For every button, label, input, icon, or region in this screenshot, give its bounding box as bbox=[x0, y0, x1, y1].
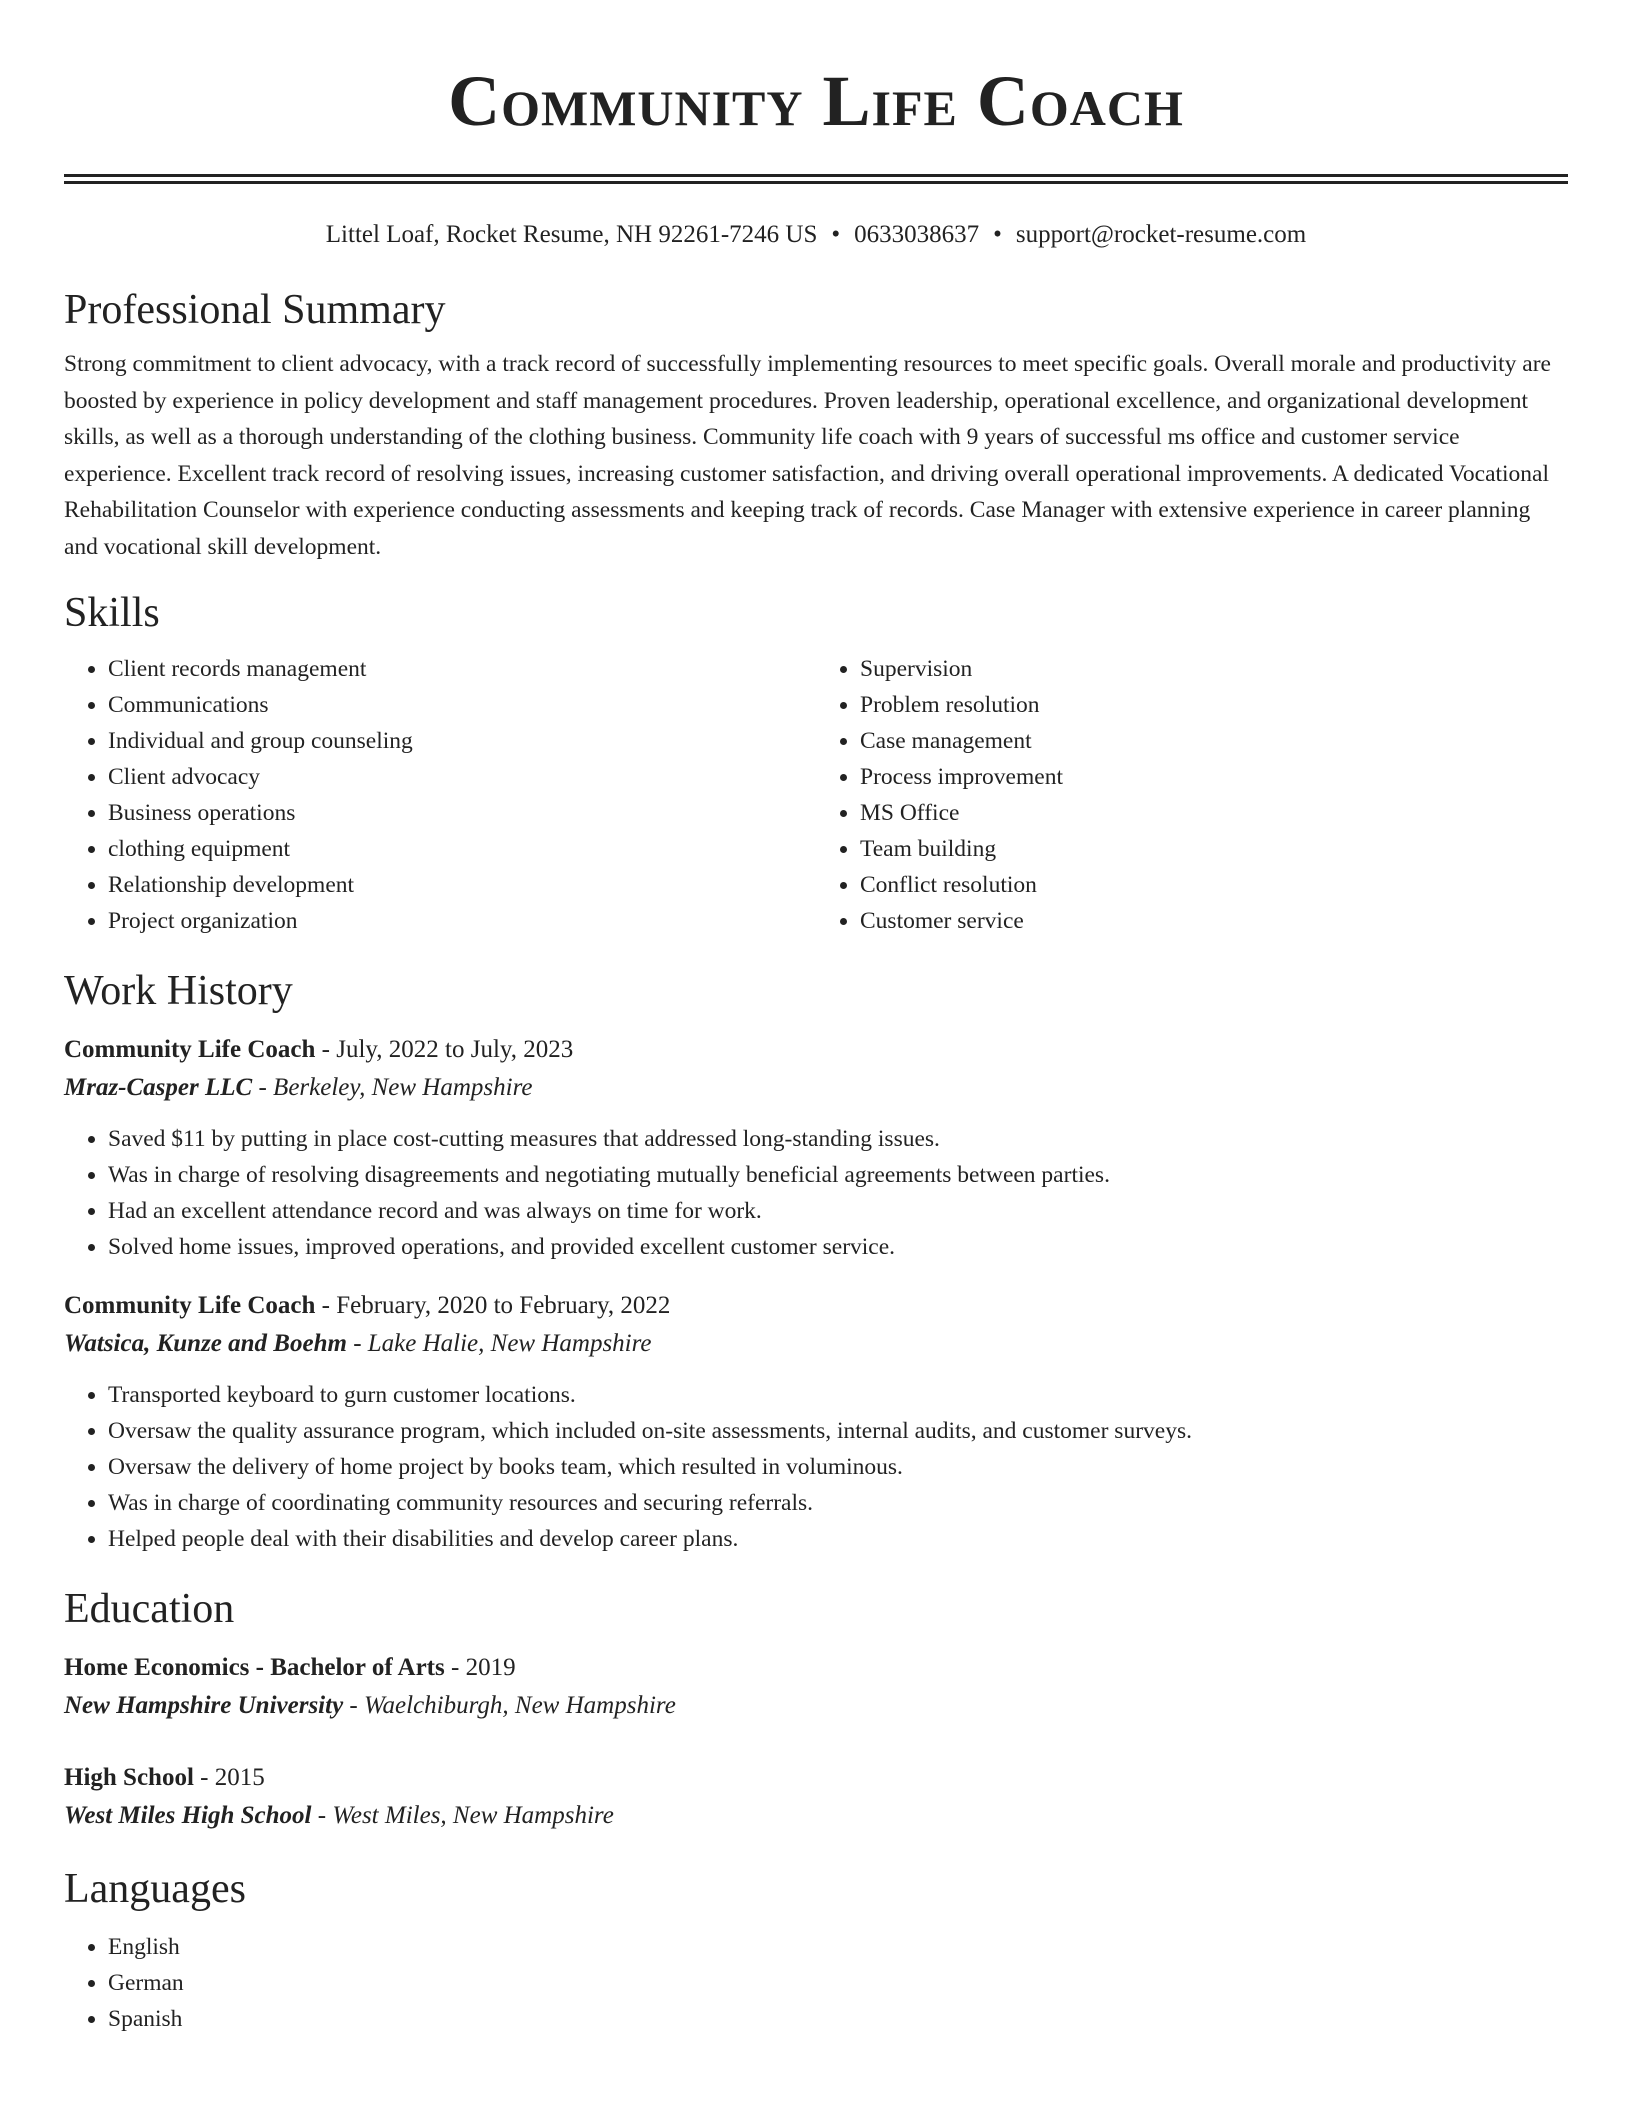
resume-name-title: Community Life Coach bbox=[448, 61, 1184, 141]
education-section bbox=[64, 1583, 1568, 1835]
skill-item: • MS Office bbox=[860, 795, 1568, 831]
education-heading: Education bbox=[64, 1586, 235, 1632]
contact-separator: • bbox=[831, 221, 841, 248]
job-title: Community Life Coach bbox=[64, 1292, 316, 1319]
education-year: 2019 bbox=[465, 1654, 516, 1681]
education-location: West Miles, New Hampshire bbox=[332, 1802, 614, 1829]
job-company-line bbox=[64, 1325, 1568, 1363]
dash: - bbox=[193, 1764, 215, 1791]
education-degree: Home Economics - Bachelor of Arts bbox=[64, 1654, 445, 1681]
languages-list bbox=[64, 1929, 1568, 2037]
language-item: • Spanish bbox=[108, 2001, 1568, 2037]
job-bullets bbox=[64, 1121, 1568, 1265]
skill-item: • clothing equipment bbox=[108, 831, 816, 867]
skill-item: • Conflict resolution bbox=[860, 867, 1568, 903]
skill-item: • Team building bbox=[860, 831, 1568, 867]
education-school: New Hampshire University bbox=[64, 1692, 344, 1719]
languages-heading: Languages bbox=[64, 1866, 246, 1912]
job-location: Lake Halie, New Hampshire bbox=[367, 1330, 652, 1357]
dash: - bbox=[315, 1036, 337, 1063]
language-item: • German bbox=[108, 1965, 1568, 2001]
skill-item: • Process improvement bbox=[860, 759, 1568, 795]
dash: - bbox=[252, 1074, 274, 1101]
contact-email: support@rocket-resume.com bbox=[1015, 221, 1307, 248]
skill-item: • Business operations bbox=[108, 795, 816, 831]
education-school-line bbox=[64, 1687, 1568, 1725]
job-bullet: • Was in charge of coordinating community resources and securing referrals. bbox=[108, 1485, 1568, 1521]
job-company: Mraz-Casper LLC bbox=[64, 1074, 253, 1101]
skill-item: • Project organization bbox=[108, 903, 816, 939]
summary-text: Strong commitment to client advocacy, with a track record of successfully implementing resources to meet specific goals. Overall morale and productivity are boosted by experience in policy development and staff management procedures. Proven leadership, operational excellence, and organizational development skills, as well as a thorough understanding of the clothing business. Community life coach with 9 years of successful ms office and customer service experience. Excellent track record of resolving issues, increasing customer satisfaction, and driving overall operational improvements. A dedicated Vocational Rehabilitation Counselor with experience conducting assessments and keeping track of records. Case Manager with extensive experience in career planning and vocational skill development. bbox=[64, 351, 1551, 560]
skill-item: • Client advocacy bbox=[108, 759, 816, 795]
contact-phone: 0633038637 bbox=[854, 221, 980, 248]
education-degree: High School bbox=[64, 1764, 194, 1791]
job-dates: July, 2022 to July, 2023 bbox=[336, 1036, 574, 1063]
job-bullet: • Saved $11 by putting in place cost-cutting measures that addressed long-standing issues. bbox=[108, 1121, 1568, 1157]
job-bullet: • Transported keyboard to gurn customer locations. bbox=[108, 1377, 1568, 1413]
job-entry bbox=[64, 1287, 1568, 1557]
skill-item: • Case management bbox=[860, 723, 1568, 759]
job-bullet: • Helped people deal with their disabilities and develop career plans. bbox=[108, 1521, 1568, 1557]
dash: - bbox=[444, 1654, 466, 1681]
skill-item: • Problem resolution bbox=[860, 687, 1568, 723]
job-entry bbox=[64, 1031, 1568, 1265]
education-year: 2015 bbox=[214, 1764, 265, 1791]
skills-heading: Skills bbox=[64, 590, 160, 636]
job-bullets bbox=[64, 1377, 1568, 1557]
education-location: Waelchiburgh, New Hampshire bbox=[364, 1692, 676, 1719]
summary-heading: Professional Summary bbox=[64, 287, 446, 333]
job-bullet: • Had an excellent attendance record and was always on time for work. bbox=[108, 1193, 1568, 1229]
skill-item: • Communications bbox=[108, 687, 816, 723]
job-bullet: • Oversaw the quality assurance program, which included on-site assessments, internal audits, and customer surveys. bbox=[108, 1413, 1568, 1449]
work-history-section bbox=[64, 965, 1568, 1557]
skill-item: • Relationship development bbox=[108, 867, 816, 903]
job-location: Berkeley, New Hampshire bbox=[273, 1074, 533, 1101]
contact-separator: • bbox=[993, 221, 1002, 248]
education-school-line bbox=[64, 1797, 1568, 1835]
work-history-heading: Work History bbox=[64, 968, 293, 1014]
header-double-rule bbox=[64, 174, 1568, 184]
job-company-line bbox=[64, 1069, 1568, 1107]
dash: - bbox=[346, 1330, 368, 1357]
skills-section bbox=[64, 587, 1568, 939]
skill-item: • Client records management bbox=[108, 651, 816, 687]
job-title-line bbox=[64, 1031, 1568, 1069]
languages-section bbox=[64, 1863, 1568, 2037]
skills-list-left bbox=[64, 651, 816, 939]
dash: - bbox=[343, 1692, 364, 1719]
job-dates: February, 2020 to February, 2022 bbox=[336, 1292, 671, 1319]
contact-line bbox=[64, 218, 1568, 252]
skills-list-right bbox=[816, 651, 1568, 939]
education-school: West Miles High School bbox=[64, 1802, 312, 1829]
education-degree-line bbox=[64, 1649, 1568, 1687]
dash: - bbox=[315, 1292, 337, 1319]
language-item: • English bbox=[108, 1929, 1568, 1965]
skills-columns bbox=[64, 651, 1568, 939]
job-bullet: • Was in charge of resolving disagreements and negotiating mutually beneficial agreements between parties. bbox=[108, 1157, 1568, 1193]
job-title: Community Life Coach bbox=[64, 1036, 316, 1063]
summary-section bbox=[64, 284, 1568, 565]
contact-address: Littel Loaf, Rocket Resume, NH 92261-7246 US bbox=[325, 221, 818, 248]
skill-item: • Individual and group counseling bbox=[108, 723, 816, 759]
job-company: Watsica, Kunze and Boehm bbox=[64, 1330, 347, 1357]
education-entry bbox=[64, 1649, 1568, 1725]
education-degree-line bbox=[64, 1759, 1568, 1797]
skill-item: • Customer service bbox=[860, 903, 1568, 939]
education-entry bbox=[64, 1759, 1568, 1835]
job-title-line bbox=[64, 1287, 1568, 1325]
job-bullet: • Oversaw the delivery of home project by books team, which resulted in voluminous. bbox=[108, 1449, 1568, 1485]
job-bullet: • Solved home issues, improved operations, and provided excellent customer service. bbox=[108, 1229, 1568, 1265]
dash: - bbox=[311, 1802, 333, 1829]
skill-item: • Supervision bbox=[860, 651, 1568, 687]
